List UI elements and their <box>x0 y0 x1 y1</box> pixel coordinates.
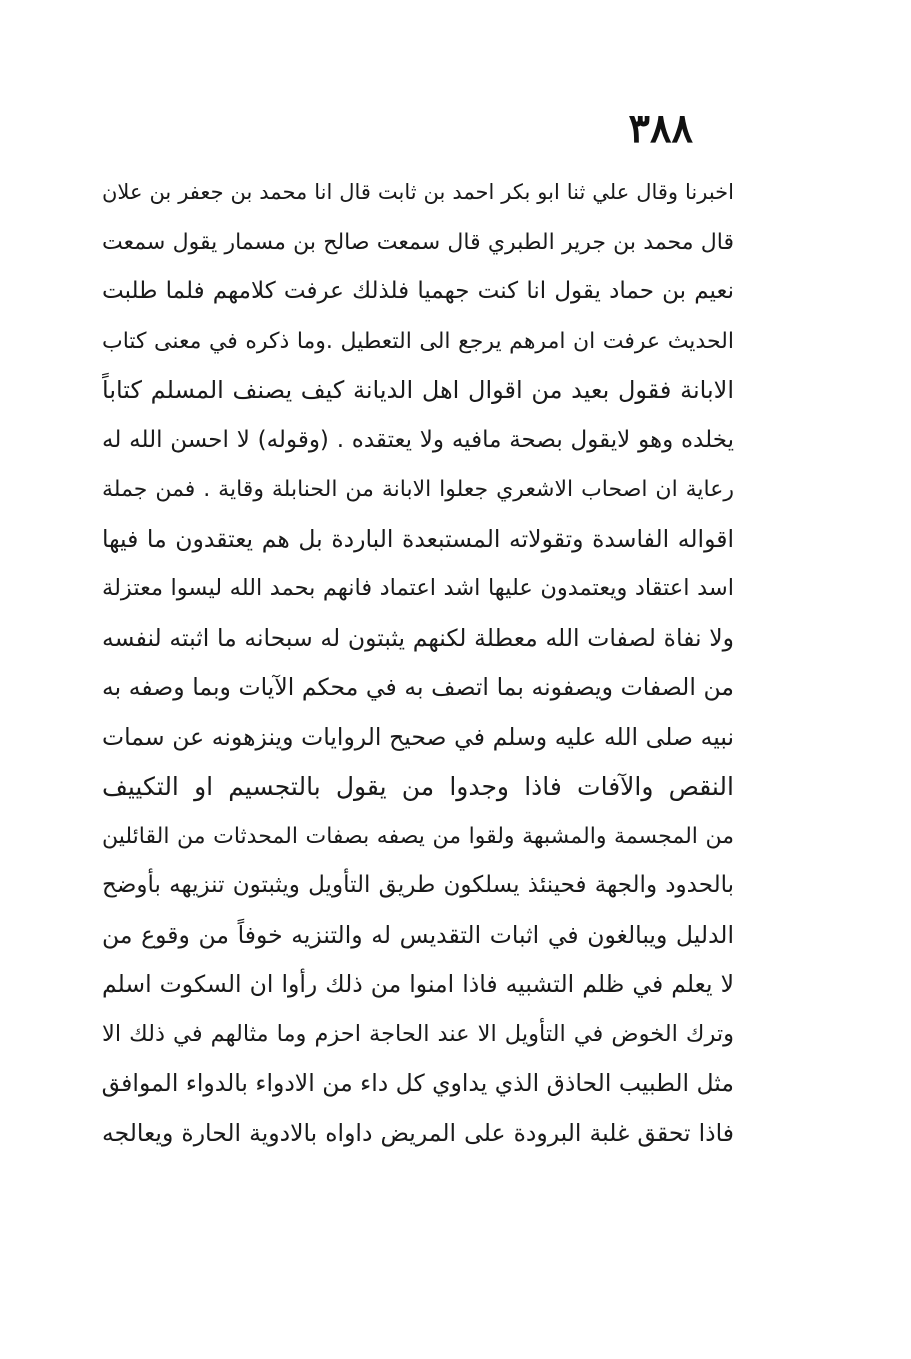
body-text <box>102 168 734 1158</box>
text-line-12: نبيه صلى الله عليه وسلم في صحيح الروايات وينزهونه عن سمات <box>102 722 734 751</box>
text-line-8: اقواله الفاسدة وتقولاته المستبعدة الباردة بل هم يعتقدون ما فيها <box>102 524 734 553</box>
text-line-3: نعيم بن حماد يقول انا كنت جهميا فلذلك عرفت كلامهم فلما طلبت <box>102 278 734 304</box>
text-line-5: الابانة فقول بعيد من اقوال اهل الديانة كيف يصنف المسلم كتاباً <box>102 376 734 404</box>
text-line-16: الدليل ويبالغون في اثبات التقديس له والتنزيه خوفاً من وقوع من <box>102 920 734 949</box>
text-line-4: الحديث عرفت ان امرهم يرجع الى التعطيل .وما ذكره في معنى كتاب <box>102 328 734 354</box>
page-number: ٣٨٨ <box>628 105 693 152</box>
text-line-15: بالحدود والجهة فحينئذ يسلكون طريق التأويل ويثبتون تنزيهه بأوضح <box>102 872 734 898</box>
text-line-1: اخبرنا وقال علي ثنا ابو بكر احمد بن ثابت قال انا محمد بن جعفر بن علان <box>102 180 734 204</box>
text-line-11: من الصفات ويصفونه بما اتصف به في محكم الآيات وبما وصفه به <box>102 673 734 701</box>
text-line-7: رعاية ان اصحاب الاشعري جعلوا الابانة من الحنابلة وقاية . فمن جملة <box>102 477 734 502</box>
text-line-20: فاذا تحقق غلبة البرودة على المريض داواه بالادوية الحارة ويعالجه <box>102 1118 734 1147</box>
text-line-14: من المجسمة والمشبهة ولقوا من يصفه بصفات المحدثات من القائلين <box>102 823 734 849</box>
text-line-2: قال محمد بن جرير الطبري قال سمعت صالح بن مسمار يقول سمعت <box>102 229 734 255</box>
text-line-19: مثل الطبيب الحاذق الذي يداوي كل داء من الادواء بالدواء الموافق <box>102 1069 734 1097</box>
text-line-17: لا يعلم في ظلم التشبيه فاذا امنوا من ذلك رأوا ان السكوت اسلم <box>102 970 734 998</box>
text-line-13: النقص والآفات فاذا وجدوا من يقول بالتجسيم او التكييف <box>102 772 734 801</box>
text-line-6: يخلده وهو لايقول بصحة مافيه ولا يعتقده . (وقوله) لا احسن الله له <box>102 426 734 453</box>
text-line-10: ولا نفاة لصفات الله معطلة لكنهم يثبتون له سبحانه ما اثبته لنفسه <box>102 623 734 652</box>
text-line-9: اسد اعتقاد ويعتمدون عليها اشد اعتماد فانهم بحمد الله ليسوا معتزلة <box>102 575 734 601</box>
text-line-18: وترك الخوض في التأويل الا عند الحاجة احزم وما مثالهم في ذلك الا <box>102 1020 734 1047</box>
